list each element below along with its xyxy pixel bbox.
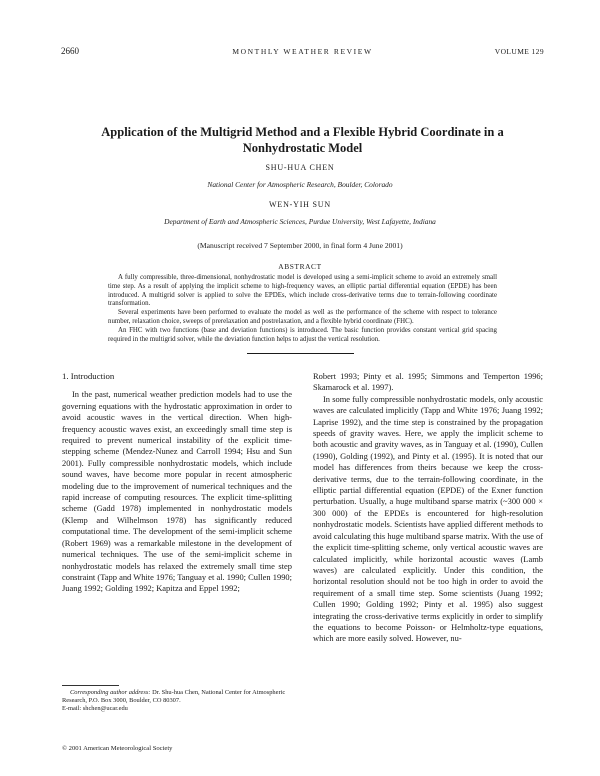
abstract-paragraph: An FHC with two functions (base and deviation functions) is introduced. The basic function provides constant vertical grid spacing required in the multigrid solver, while the deviation function helps to adjust the vertical resolution. bbox=[108, 326, 497, 343]
page-number: 2660 bbox=[61, 46, 79, 56]
author-name-2: WEN-YIH SUN bbox=[269, 200, 331, 209]
copyright-notice: © 2001 American Meteorological Society bbox=[62, 745, 173, 752]
author-affiliation-2: Department of Earth and Atmospheric Sciences, Purdue University, West Lafayette, Indiana bbox=[164, 217, 436, 226]
footnote-email: E-mail: shchen@ucar.edu bbox=[62, 705, 128, 713]
section-divider bbox=[247, 353, 354, 354]
author-name-1: SHU-HUA CHEN bbox=[265, 163, 335, 172]
manuscript-dates: (Manuscript received 7 September 2000, in final form 4 June 2001) bbox=[197, 241, 403, 250]
column-left bbox=[62, 371, 292, 595]
volume-label: VOLUME 129 bbox=[494, 47, 544, 56]
body-paragraph: In some fully compressible nonhydrostatic models, only acoustic waves are calculated implicitly (Tapp and White 1976; Juang 1992; Laprise 1992), and the time step is constrained by the propagation speeds of gravity waves. Here, we apply the implicit scheme to both acoustic and gravity waves, as in Tanguay et al. (1990), Cullen (1990), Golding (1992), and Pinty et al. (1995). It is noted that our model has differences from theirs because we keep the cross-derivative terms, due to the terrain-following coordinate, in the elliptic partial differential equation (EPDE) of the Exner function perturbation. Usually, a huge multiband sparse matrix (~300 000 × 300 000) of the EPDEs is encountered for high-resolution nonhydrostatic models. Scientists have applied different methods to avoid calculating this huge multiband sparse matrix. With the use of the explicit time-splitting scheme, only vertical acoustic waves are calculated implicitly, while horizontal acoustic waves (Lamb waves) are calculated explicitly. Under this condition, the horizontal resolution should not be too high in order to avoid the requirement of a small time step. Some scientists (Juang 1992; Cullen 1990; Golding 1992; Pinty et al. 1995) also suggest integrating the cross-derivative terms explicitly in order to simplify the equations to become Poisson- or Helmholtz-type equations, which are more easily solved. However, nu- bbox=[313, 393, 543, 644]
abstract-heading: ABSTRACT bbox=[278, 262, 322, 271]
section-heading: 1. Introduction bbox=[62, 371, 115, 381]
footnote-text: Dr. Shu-hua Chen, National Center for Atmospheric Research, P.O. Box 3000, Boulder, CO 80307. bbox=[62, 689, 286, 705]
footnote-label: Corresponding author address: bbox=[70, 689, 151, 696]
paper-title bbox=[80, 125, 525, 156]
abstract-paragraph: Several experiments have been performed to evaluate the model as well as the performance of the scheme with respect to tolerance number, relaxation choice, sweeps of prerelaxation and postrelaxation, and a flexible hybrid coordinate (FHC). bbox=[108, 309, 497, 325]
author-affiliation-1: National Center for Atmospheric Research, Boulder, Colorado bbox=[207, 180, 393, 189]
body-paragraph: In the past, numerical weather prediction models had to use the governing equations with the hydrostatic approximation in order to avoid acoustic waves in the vertical direction. When high-frequency acoustic waves exist, an exceedingly small time step is required to prevent numerical instability of the explicit time-stepping scheme (Mendez-Nunez and Carroll 1994; Hsu and Sun 2001). Fully compressible nonhydrostatic models, which include sound waves, have become more popular in recent atmospheric modeling due to the improvement of numerical techniques and the rapid increase of computing resources. The explicit time-splitting scheme (Gadd 1978) implemented in nonhydrostatic models (Klemp and Wilhelmson 1978) has significantly reduced computational time. The development of the semi-implicit scheme (Robert 1969) was a remarkable milestone in the development of numerical techniques. The use of the semi-implicit scheme in nonhydrostatic models has relaxed the extremely small time step constraint (Tapp and White 1976; Tanguay et al. 1990; Cullen 1990; Juang 1992; Golding 1992; Kapitza and Eppel 1992; bbox=[62, 389, 292, 594]
footnote bbox=[62, 689, 292, 714]
abstract-paragraph: A fully compressible, three-dimensional, nonhydrostatic model is developed using a semi-implicit scheme to avoid an extremely small time step. As a result of applying the implicit scheme to high-frequency waves, an elliptic partial differential equation (EPDE) has been introduced. A multigrid solver is applied to solve the EPDEs, which include cross-derivative terms due to terrain-following coordinate transformation. bbox=[108, 274, 497, 308]
abstract-body bbox=[108, 274, 497, 344]
column-right bbox=[313, 371, 543, 645]
title-line-1: Application of the Multigrid Method and a Flexible Hybrid Coordinate in a bbox=[101, 125, 504, 139]
title-line-2: Nonhydrostatic Model bbox=[242, 140, 363, 155]
footnote-rule bbox=[62, 685, 119, 686]
body-paragraph-continued: Robert 1993; Pinty et al. 1995; Simmons and Temperton 1996; Skamarock et al. 1997). bbox=[313, 371, 543, 393]
journal-name: MONTHLY WEATHER REVIEW bbox=[232, 47, 373, 56]
running-header bbox=[61, 46, 544, 58]
